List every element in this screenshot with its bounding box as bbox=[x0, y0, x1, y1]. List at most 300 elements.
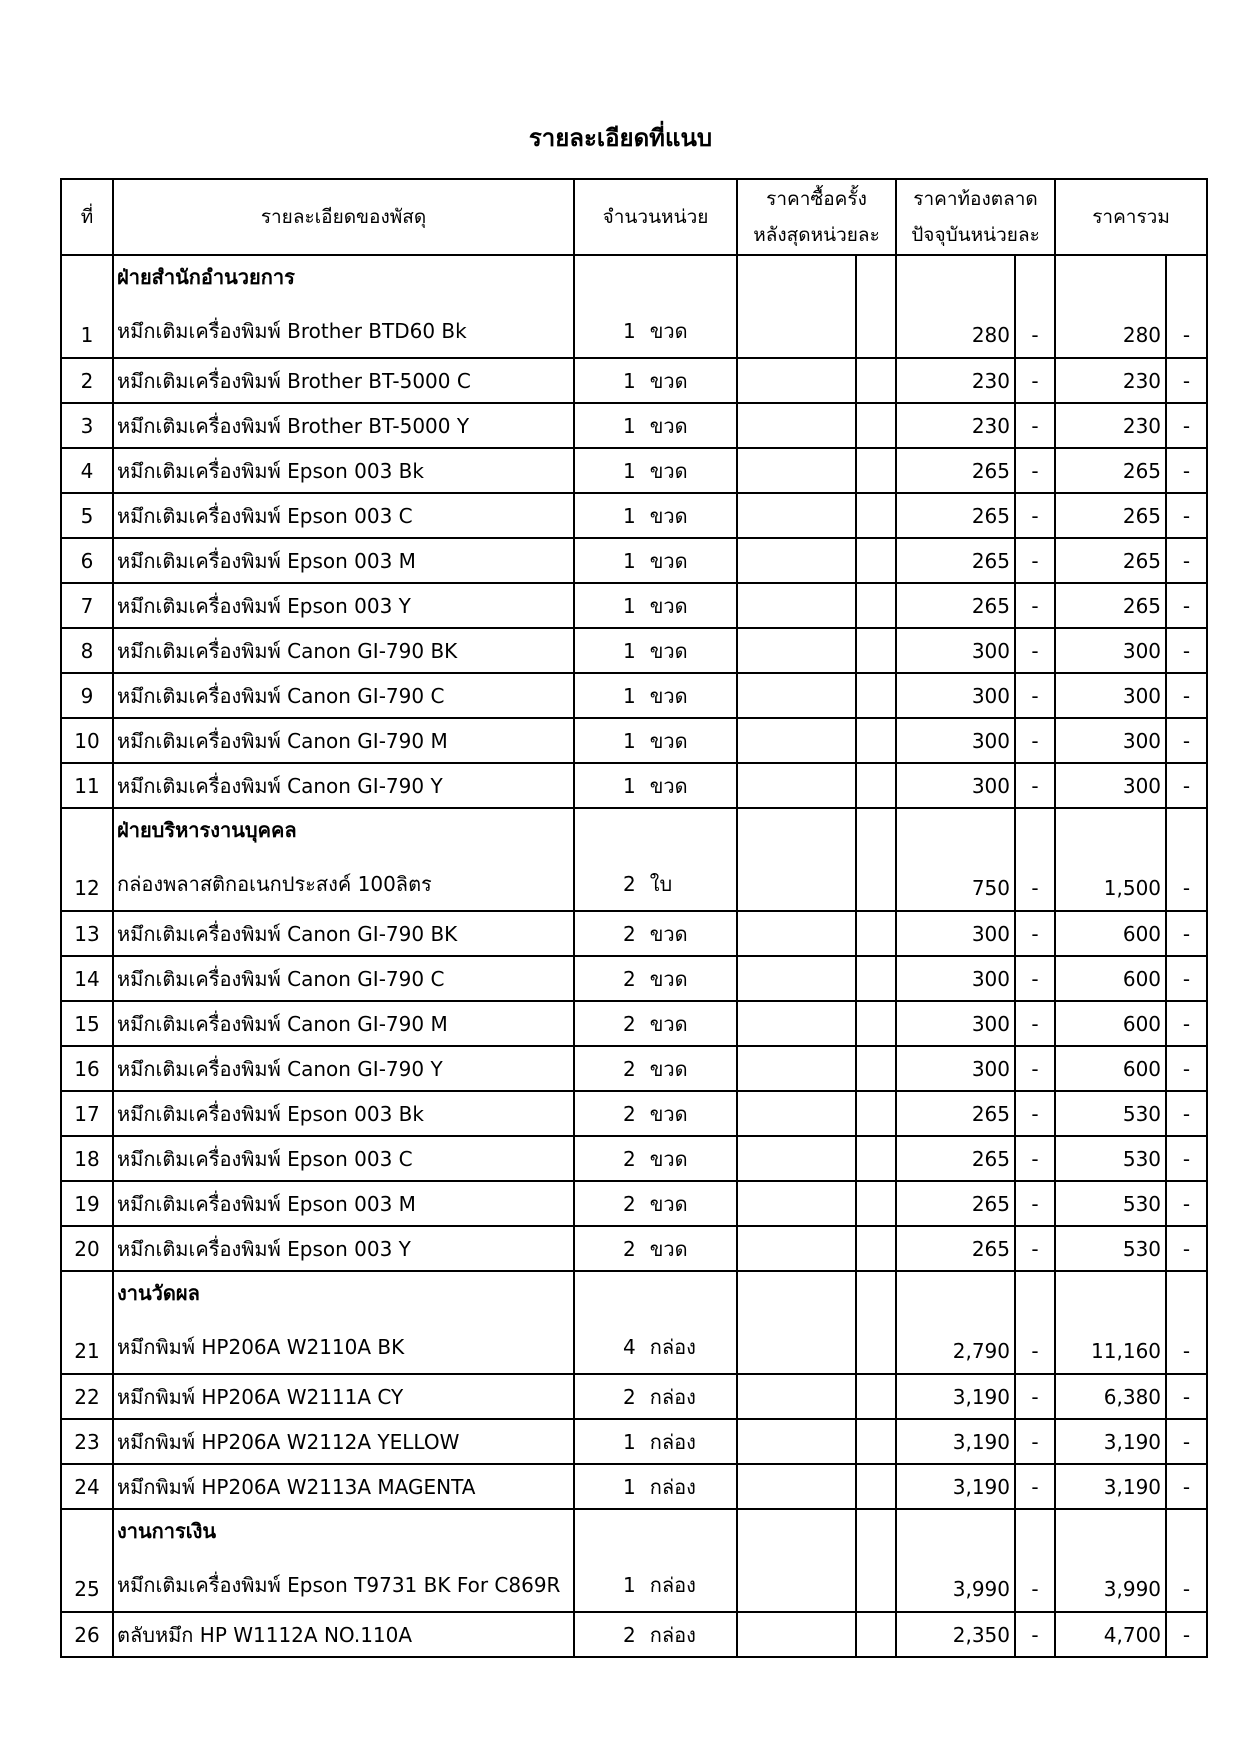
total-price-satang: - bbox=[1166, 956, 1207, 1001]
item-quantity: 1 bbox=[623, 1573, 636, 1597]
last-price-baht bbox=[737, 1271, 856, 1374]
item-description-cell bbox=[113, 763, 574, 808]
market-price-satang: - bbox=[1015, 1091, 1055, 1136]
last-price-satang bbox=[856, 956, 896, 1001]
last-price-baht bbox=[737, 1419, 856, 1464]
last-price-baht bbox=[737, 403, 856, 448]
item-quantity-cell bbox=[574, 763, 737, 808]
item-number: 15 bbox=[61, 1001, 113, 1046]
total-price-baht: 300 bbox=[1055, 673, 1166, 718]
total-price-baht: 265 bbox=[1055, 583, 1166, 628]
table-row bbox=[61, 1001, 1207, 1046]
item-number: 7 bbox=[61, 583, 113, 628]
item-description: หมึกเติมเครื่องพิมพ์ Canon GI-790 Y bbox=[117, 773, 443, 798]
section-heading: ฝ่ายบริหารงานบุคคล bbox=[117, 818, 297, 842]
item-number: 3 bbox=[61, 403, 113, 448]
market-price-satang: - bbox=[1015, 1419, 1055, 1464]
last-price-satang bbox=[856, 1091, 896, 1136]
last-price-satang bbox=[856, 1509, 896, 1612]
table-row bbox=[61, 956, 1207, 1001]
total-price-satang: - bbox=[1166, 628, 1207, 673]
item-number: 16 bbox=[61, 1046, 113, 1091]
last-price-satang bbox=[856, 1271, 896, 1374]
item-description: ตลับหมึก HP W1112A NO.110A bbox=[117, 1622, 413, 1647]
last-price-satang bbox=[856, 763, 896, 808]
market-price-baht: 265 bbox=[896, 1091, 1015, 1136]
item-number: 4 bbox=[61, 448, 113, 493]
document-title: รายละเอียดที่แนบ bbox=[528, 124, 713, 152]
table-row bbox=[61, 1046, 1207, 1091]
header-last-price bbox=[737, 179, 896, 255]
item-unit: ขวด bbox=[649, 1146, 688, 1171]
item-description: หมึกเติมเครื่องพิมพ์ Brother BT-5000 Y bbox=[117, 413, 470, 438]
item-description: หมึกเติมเครื่องพิมพ์ Canon GI-790 BK bbox=[117, 921, 458, 946]
table-row bbox=[61, 763, 1207, 808]
item-description: หมึกเติมเครื่องพิมพ์ Epson 003 C bbox=[117, 503, 413, 528]
item-quantity: 1 bbox=[623, 638, 636, 663]
total-price-satang: - bbox=[1166, 1181, 1207, 1226]
last-price-baht bbox=[737, 538, 856, 583]
item-quantity: 2 bbox=[623, 1236, 636, 1261]
header-row bbox=[61, 179, 1207, 255]
last-price-baht bbox=[737, 358, 856, 403]
last-price-baht bbox=[737, 1046, 856, 1091]
total-price-satang: - bbox=[1166, 1464, 1207, 1509]
market-price-satang: - bbox=[1015, 1181, 1055, 1226]
market-price-baht: 3,190 bbox=[896, 1464, 1015, 1509]
market-price-satang: - bbox=[1015, 1136, 1055, 1181]
item-quantity-cell bbox=[574, 538, 737, 583]
market-price-baht: 3,190 bbox=[896, 1374, 1015, 1419]
market-price-baht: 2,790 bbox=[896, 1271, 1015, 1374]
item-description-cell bbox=[113, 1374, 574, 1419]
last-price-baht bbox=[737, 1226, 856, 1271]
section-heading: งานการเงิน bbox=[117, 1519, 217, 1543]
item-description-cell bbox=[113, 673, 574, 718]
total-price-satang: - bbox=[1166, 403, 1207, 448]
item-description: หมึกเติมเครื่องพิมพ์ Canon GI-790 C bbox=[117, 683, 445, 708]
total-price-satang: - bbox=[1166, 358, 1207, 403]
item-quantity-cell bbox=[574, 1374, 737, 1419]
item-number: 11 bbox=[61, 763, 113, 808]
total-price-baht: 530 bbox=[1055, 1226, 1166, 1271]
item-number: 1 bbox=[61, 255, 113, 358]
item-unit: ขวด bbox=[649, 1101, 688, 1126]
item-quantity: 2 bbox=[623, 966, 636, 991]
item-number: 24 bbox=[61, 1464, 113, 1509]
total-price-baht: 3,190 bbox=[1055, 1464, 1166, 1509]
market-price-satang: - bbox=[1015, 493, 1055, 538]
item-number: 8 bbox=[61, 628, 113, 673]
total-price-satang: - bbox=[1166, 673, 1207, 718]
market-price-satang: - bbox=[1015, 1001, 1055, 1046]
item-unit: กล่อง bbox=[649, 1622, 696, 1647]
last-price-baht bbox=[737, 493, 856, 538]
table-row bbox=[61, 1374, 1207, 1419]
item-quantity: 2 bbox=[623, 1011, 636, 1036]
item-description: หมึกเติมเครื่องพิมพ์ Canon GI-790 M bbox=[117, 728, 448, 753]
item-quantity: 1 bbox=[623, 319, 636, 343]
total-price-baht: 11,160 bbox=[1055, 1271, 1166, 1374]
total-price-satang: - bbox=[1166, 911, 1207, 956]
item-description: หมึกเติมเครื่องพิมพ์ Epson 003 Y bbox=[117, 1236, 411, 1261]
table-row bbox=[61, 358, 1207, 403]
market-price-satang: - bbox=[1015, 1046, 1055, 1091]
table-row bbox=[61, 493, 1207, 538]
total-price-satang: - bbox=[1166, 448, 1207, 493]
item-quantity-cell bbox=[574, 1509, 737, 1612]
item-description-cell bbox=[113, 1509, 574, 1612]
last-price-baht bbox=[737, 1136, 856, 1181]
item-quantity-cell bbox=[574, 673, 737, 718]
item-description-cell bbox=[113, 493, 574, 538]
total-price-baht: 6,380 bbox=[1055, 1374, 1166, 1419]
item-description: หมึกพิมพ์ HP206A W2113A MAGENTA bbox=[117, 1474, 476, 1499]
item-quantity: 4 bbox=[623, 1335, 636, 1359]
item-description-cell bbox=[113, 1001, 574, 1046]
item-quantity: 1 bbox=[623, 413, 636, 438]
item-description-cell bbox=[113, 1612, 574, 1657]
item-quantity-cell bbox=[574, 448, 737, 493]
item-description: หมึกเติมเครื่องพิมพ์ Canon GI-790 M bbox=[117, 1011, 448, 1036]
last-price-satang bbox=[856, 255, 896, 358]
market-price-baht: 280 bbox=[896, 255, 1015, 358]
item-description-cell bbox=[113, 718, 574, 763]
table-row bbox=[61, 1136, 1207, 1181]
market-price-satang: - bbox=[1015, 1374, 1055, 1419]
market-price-baht: 230 bbox=[896, 358, 1015, 403]
section-heading: ฝ่ายสำนักอำนวยการ bbox=[117, 265, 295, 289]
last-price-satang bbox=[856, 1136, 896, 1181]
item-quantity: 1 bbox=[623, 683, 636, 708]
last-price-baht bbox=[737, 1181, 856, 1226]
market-price-baht: 3,190 bbox=[896, 1419, 1015, 1464]
last-price-satang bbox=[856, 1181, 896, 1226]
item-unit: ขวด bbox=[649, 1056, 688, 1081]
item-description: หมึกเติมเครื่องพิมพ์ Epson 003 M bbox=[117, 1191, 416, 1216]
item-quantity: 1 bbox=[623, 458, 636, 483]
total-price-satang: - bbox=[1166, 538, 1207, 583]
total-price-baht: 230 bbox=[1055, 403, 1166, 448]
total-price-baht: 600 bbox=[1055, 956, 1166, 1001]
item-quantity-cell bbox=[574, 583, 737, 628]
total-price-satang: - bbox=[1166, 808, 1207, 911]
item-description-cell bbox=[113, 538, 574, 583]
last-price-baht bbox=[737, 718, 856, 763]
market-price-baht: 265 bbox=[896, 448, 1015, 493]
item-description-cell bbox=[113, 403, 574, 448]
total-price-satang: - bbox=[1166, 1271, 1207, 1374]
item-description: หมึกเติมเครื่องพิมพ์ Epson T9731 BK For C869R bbox=[117, 1573, 561, 1597]
market-price-baht: 265 bbox=[896, 1226, 1015, 1271]
total-price-baht: 230 bbox=[1055, 358, 1166, 403]
item-unit: ขวด bbox=[649, 593, 688, 618]
table-row bbox=[61, 1419, 1207, 1464]
total-price-baht: 530 bbox=[1055, 1091, 1166, 1136]
last-price-satang bbox=[856, 1464, 896, 1509]
item-description-cell bbox=[113, 1136, 574, 1181]
market-price-baht: 230 bbox=[896, 403, 1015, 448]
market-price-satang: - bbox=[1015, 628, 1055, 673]
market-price-satang: - bbox=[1015, 358, 1055, 403]
item-number: 6 bbox=[61, 538, 113, 583]
item-number: 5 bbox=[61, 493, 113, 538]
total-price-satang: - bbox=[1166, 583, 1207, 628]
item-unit: ขวด bbox=[649, 1011, 688, 1036]
header-quantity: จำนวนหน่วย bbox=[574, 179, 737, 255]
item-quantity: 2 bbox=[623, 1622, 636, 1647]
last-price-satang bbox=[856, 1226, 896, 1271]
table-row bbox=[61, 673, 1207, 718]
table-row bbox=[61, 1271, 1207, 1374]
item-quantity: 2 bbox=[623, 1101, 636, 1126]
item-description: หมึกพิมพ์ HP206A W2111A CY bbox=[117, 1384, 404, 1409]
item-quantity: 1 bbox=[623, 1474, 636, 1499]
total-price-satang: - bbox=[1166, 1001, 1207, 1046]
market-price-satang: - bbox=[1015, 403, 1055, 448]
header-market-price-line1: ราคาท้องตลาด bbox=[913, 188, 1038, 210]
total-price-satang: - bbox=[1166, 1419, 1207, 1464]
last-price-baht bbox=[737, 1374, 856, 1419]
market-price-baht: 265 bbox=[896, 493, 1015, 538]
last-price-satang bbox=[856, 628, 896, 673]
last-price-baht bbox=[737, 628, 856, 673]
item-description-cell bbox=[113, 255, 574, 358]
table-row bbox=[61, 1226, 1207, 1271]
last-price-baht bbox=[737, 448, 856, 493]
total-price-baht: 600 bbox=[1055, 1001, 1166, 1046]
header-last-price-line1: ราคาซื้อครั้ง bbox=[766, 188, 867, 210]
table-row bbox=[61, 583, 1207, 628]
total-price-satang: - bbox=[1166, 255, 1207, 358]
item-quantity: 1 bbox=[623, 548, 636, 573]
item-description: หมึกเติมเครื่องพิมพ์ Brother BTD60 Bk bbox=[117, 319, 467, 343]
item-description: กล่องพลาสติกอเนกประสงค์ 100ลิตร bbox=[117, 872, 432, 896]
total-price-satang: - bbox=[1166, 1509, 1207, 1612]
item-unit: ขวด bbox=[649, 319, 688, 343]
item-number: 9 bbox=[61, 673, 113, 718]
item-unit: กล่อง bbox=[649, 1573, 696, 1597]
item-number: 19 bbox=[61, 1181, 113, 1226]
total-price-satang: - bbox=[1166, 763, 1207, 808]
item-quantity-cell bbox=[574, 1464, 737, 1509]
item-description: หมึกพิมพ์ HP206A W2110A BK bbox=[117, 1335, 405, 1359]
item-description-cell bbox=[113, 911, 574, 956]
table-body bbox=[61, 255, 1207, 1657]
item-unit: ขวด bbox=[649, 728, 688, 753]
table-row bbox=[61, 1181, 1207, 1226]
last-price-satang bbox=[856, 718, 896, 763]
table-row bbox=[61, 1091, 1207, 1136]
last-price-baht bbox=[737, 808, 856, 911]
market-price-satang: - bbox=[1015, 1464, 1055, 1509]
total-price-baht: 600 bbox=[1055, 911, 1166, 956]
item-number: 20 bbox=[61, 1226, 113, 1271]
total-price-baht: 265 bbox=[1055, 538, 1166, 583]
last-price-satang bbox=[856, 1374, 896, 1419]
item-description-cell bbox=[113, 1046, 574, 1091]
header-market-price-line2: ปัจจุบันหน่วยละ bbox=[911, 224, 1040, 246]
market-price-baht: 265 bbox=[896, 538, 1015, 583]
last-price-baht bbox=[737, 1509, 856, 1612]
total-price-satang: - bbox=[1166, 1046, 1207, 1091]
market-price-baht: 300 bbox=[896, 628, 1015, 673]
last-price-satang bbox=[856, 1612, 896, 1657]
total-price-baht: 300 bbox=[1055, 628, 1166, 673]
market-price-baht: 300 bbox=[896, 718, 1015, 763]
item-number: 10 bbox=[61, 718, 113, 763]
last-price-satang bbox=[856, 673, 896, 718]
last-price-baht bbox=[737, 673, 856, 718]
item-quantity-cell bbox=[574, 1419, 737, 1464]
item-quantity-cell bbox=[574, 808, 737, 911]
item-description-cell bbox=[113, 956, 574, 1001]
item-number: 22 bbox=[61, 1374, 113, 1419]
market-price-satang: - bbox=[1015, 583, 1055, 628]
item-quantity-cell bbox=[574, 1612, 737, 1657]
item-description: หมึกพิมพ์ HP206A W2112A YELLOW bbox=[117, 1429, 460, 1454]
last-price-baht bbox=[737, 1001, 856, 1046]
item-unit: ขวด bbox=[649, 966, 688, 991]
item-unit: ใบ bbox=[649, 872, 673, 896]
market-price-satang: - bbox=[1015, 1509, 1055, 1612]
table-row bbox=[61, 718, 1207, 763]
total-price-baht: 280 bbox=[1055, 255, 1166, 358]
item-unit: ขวด bbox=[649, 683, 688, 708]
item-number: 17 bbox=[61, 1091, 113, 1136]
market-price-baht: 300 bbox=[896, 763, 1015, 808]
item-quantity: 2 bbox=[623, 1146, 636, 1171]
last-price-satang bbox=[856, 493, 896, 538]
market-price-satang: - bbox=[1015, 1226, 1055, 1271]
market-price-baht: 300 bbox=[896, 1001, 1015, 1046]
item-number: 23 bbox=[61, 1419, 113, 1464]
last-price-satang bbox=[856, 808, 896, 911]
header-last-price-line2: หลังสุดหน่วยละ bbox=[753, 224, 880, 246]
item-quantity-cell bbox=[574, 358, 737, 403]
last-price-satang bbox=[856, 583, 896, 628]
market-price-baht: 2,350 bbox=[896, 1612, 1015, 1657]
table-row bbox=[61, 255, 1207, 358]
table-row bbox=[61, 1464, 1207, 1509]
item-unit: ขวด bbox=[649, 1191, 688, 1216]
item-quantity-cell bbox=[574, 718, 737, 763]
last-price-baht bbox=[737, 583, 856, 628]
item-unit: ขวด bbox=[649, 1236, 688, 1261]
item-unit: ขวด bbox=[649, 638, 688, 663]
market-price-satang: - bbox=[1015, 1612, 1055, 1657]
item-unit: กล่อง bbox=[649, 1429, 696, 1454]
item-description: หมึกเติมเครื่องพิมพ์ Epson 003 Bk bbox=[117, 458, 424, 483]
item-number: 13 bbox=[61, 911, 113, 956]
market-price-baht: 265 bbox=[896, 583, 1015, 628]
market-price-baht: 265 bbox=[896, 1181, 1015, 1226]
header-no: ที่ bbox=[61, 179, 113, 255]
total-price-baht: 530 bbox=[1055, 1181, 1166, 1226]
last-price-satang bbox=[856, 403, 896, 448]
table-row bbox=[61, 1509, 1207, 1612]
last-price-baht bbox=[737, 956, 856, 1001]
last-price-baht bbox=[737, 1091, 856, 1136]
total-price-baht: 3,990 bbox=[1055, 1509, 1166, 1612]
total-price-baht: 4,700 bbox=[1055, 1612, 1166, 1657]
market-price-satang: - bbox=[1015, 808, 1055, 911]
item-description-cell bbox=[113, 358, 574, 403]
header-total: ราคารวม bbox=[1055, 179, 1207, 255]
item-description-cell bbox=[113, 808, 574, 911]
market-price-satang: - bbox=[1015, 538, 1055, 583]
item-description-cell bbox=[113, 628, 574, 673]
last-price-satang bbox=[856, 358, 896, 403]
item-description-cell bbox=[113, 1226, 574, 1271]
total-price-satang: - bbox=[1166, 1374, 1207, 1419]
item-quantity-cell bbox=[574, 493, 737, 538]
table-row bbox=[61, 808, 1207, 911]
market-price-satang: - bbox=[1015, 763, 1055, 808]
market-price-baht: 750 bbox=[896, 808, 1015, 911]
market-price-satang: - bbox=[1015, 255, 1055, 358]
item-unit: กล่อง bbox=[649, 1384, 696, 1409]
total-price-satang: - bbox=[1166, 1136, 1207, 1181]
market-price-satang: - bbox=[1015, 448, 1055, 493]
item-description: หมึกเติมเครื่องพิมพ์ Canon GI-790 Y bbox=[117, 1056, 443, 1081]
item-unit: กล่อง bbox=[649, 1474, 696, 1499]
last-price-satang bbox=[856, 1419, 896, 1464]
table-row bbox=[61, 538, 1207, 583]
item-number: 21 bbox=[61, 1271, 113, 1374]
last-price-baht bbox=[737, 911, 856, 956]
item-unit: ขวด bbox=[649, 548, 688, 573]
item-quantity-cell bbox=[574, 956, 737, 1001]
item-description: หมึกเติมเครื่องพิมพ์ Epson 003 Bk bbox=[117, 1101, 424, 1126]
market-price-satang: - bbox=[1015, 673, 1055, 718]
item-quantity-cell bbox=[574, 628, 737, 673]
items-table bbox=[60, 178, 1208, 1658]
item-unit: กล่อง bbox=[649, 1335, 696, 1359]
last-price-satang bbox=[856, 448, 896, 493]
item-number: 2 bbox=[61, 358, 113, 403]
item-unit: ขวด bbox=[649, 773, 688, 798]
item-unit: ขวด bbox=[649, 368, 688, 393]
total-price-baht: 300 bbox=[1055, 718, 1166, 763]
table-row bbox=[61, 628, 1207, 673]
total-price-baht: 265 bbox=[1055, 448, 1166, 493]
item-quantity: 2 bbox=[623, 1384, 636, 1409]
total-price-satang: - bbox=[1166, 1226, 1207, 1271]
item-description-cell bbox=[113, 1091, 574, 1136]
item-quantity: 2 bbox=[623, 921, 636, 946]
table-row bbox=[61, 1612, 1207, 1657]
item-quantity-cell bbox=[574, 1226, 737, 1271]
last-price-baht bbox=[737, 763, 856, 808]
item-number: 14 bbox=[61, 956, 113, 1001]
market-price-baht: 265 bbox=[896, 1136, 1015, 1181]
item-quantity: 2 bbox=[623, 872, 636, 896]
header-description: รายละเอียดของพัสดุ bbox=[113, 179, 574, 255]
total-price-baht: 265 bbox=[1055, 493, 1166, 538]
last-price-satang bbox=[856, 1046, 896, 1091]
item-description-cell bbox=[113, 583, 574, 628]
market-price-baht: 3,990 bbox=[896, 1509, 1015, 1612]
item-description: หมึกเติมเครื่องพิมพ์ Epson 003 M bbox=[117, 548, 416, 573]
item-quantity-cell bbox=[574, 1046, 737, 1091]
item-description: หมึกเติมเครื่องพิมพ์ Brother BT-5000 C bbox=[117, 368, 471, 393]
item-description-cell bbox=[113, 1464, 574, 1509]
market-price-satang: - bbox=[1015, 718, 1055, 763]
item-description: หมึกเติมเครื่องพิมพ์ Epson 003 Y bbox=[117, 593, 411, 618]
market-price-baht: 300 bbox=[896, 673, 1015, 718]
market-price-baht: 300 bbox=[896, 956, 1015, 1001]
